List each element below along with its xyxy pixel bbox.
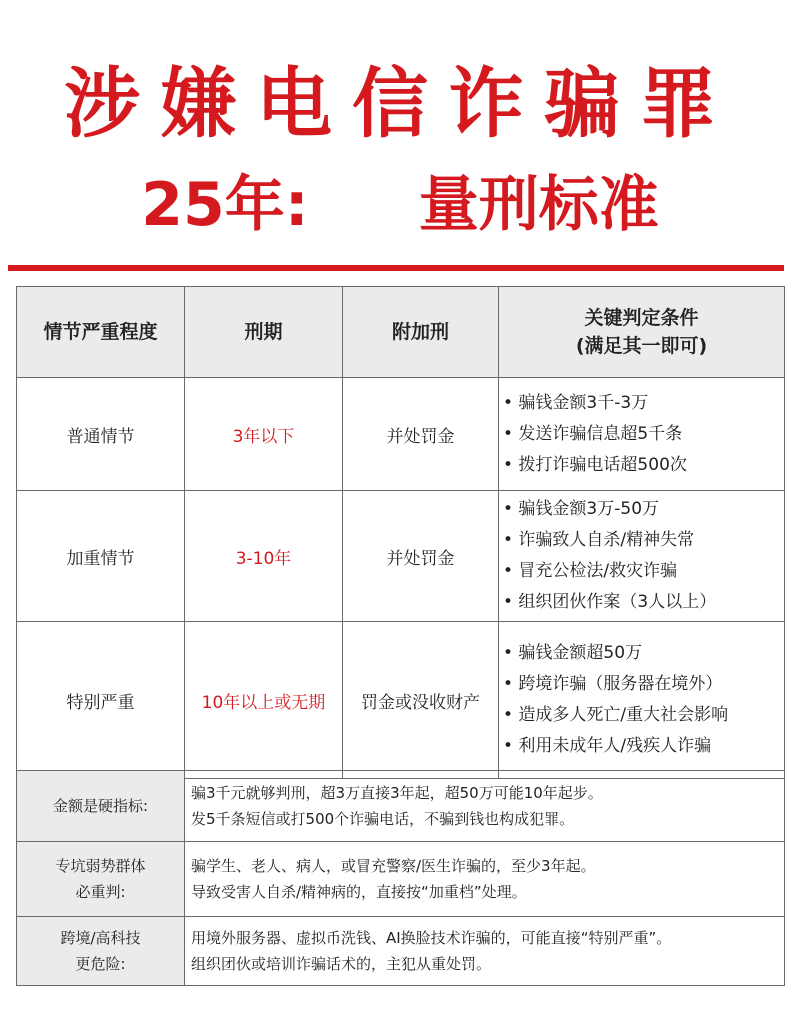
table-row [17, 491, 785, 622]
page-title: 涉嫌电信诈骗罪 [64, 59, 736, 148]
cell-severity: 普通情节 [17, 378, 185, 491]
header-term: 刑期 [185, 287, 343, 378]
note-label-line: 跨境/高科技 [60, 929, 141, 947]
note-row [17, 771, 785, 842]
cell-severity: 加重情节 [17, 491, 185, 622]
condition-item: • 造成多人死亡/重大社会影响 [503, 705, 729, 725]
cell-conditions [499, 491, 785, 622]
note-line: 用境外服务器、虚拟币洗钱、AI换脸技术诈骗的，可能直接“特别严重”。 [191, 929, 672, 947]
condition-item: • 跨境诈骗（服务器在境外） [503, 674, 723, 694]
note-label [17, 771, 185, 842]
note-body [185, 771, 785, 842]
note-line: 导致受害人自杀/精神病的，直接按“加重档”处理。 [191, 883, 527, 901]
note-line: 发5千条短信或打500个诈骗电话，不骗到钱也构成犯罪。 [191, 810, 575, 828]
condition-item: • 骗钱金额3千-3万 [503, 392, 649, 413]
condition-item: • 拨打诈骗电话超500次 [503, 454, 687, 475]
title-divider [8, 265, 784, 271]
note-line: 骗3千元就够判刑，超3万直接3年起，超50万可能10年起步。 [191, 784, 603, 802]
note-label-line: 必重判: [75, 883, 126, 901]
cell-extra-penalty: 并处罚金 [343, 491, 499, 622]
note-body [185, 917, 785, 986]
note-body [185, 842, 785, 917]
cell-severity: 特别严重 [17, 622, 185, 779]
condition-item: • 骗钱金额3万-50万 [503, 499, 660, 519]
note-label-line: 更危险: [75, 955, 126, 973]
cell-term: 10年以上或无期 [185, 622, 343, 779]
cell-term: 3年以下 [185, 378, 343, 491]
header-severity: 情节严重程度 [17, 287, 185, 378]
note-row [17, 917, 785, 986]
cell-extra-penalty: 罚金或没收财产 [343, 622, 499, 779]
cell-term: 3-10年 [185, 491, 343, 622]
header-conditions-line1: 关键判定条件 [584, 307, 699, 329]
note-line: 骗学生、老人、病人，或冒充警察/医生诈骗的，至少3年起。 [191, 857, 596, 875]
condition-item: • 组织团伙作案（3人以上） [503, 592, 717, 612]
table-row [17, 622, 785, 779]
condition-item: • 冒充公检法/救灾诈骗 [503, 561, 678, 581]
subtitle-year: 25年: [141, 170, 309, 240]
note-label [17, 917, 185, 986]
notes-table [16, 770, 785, 986]
note-label [17, 842, 185, 917]
header-extra-penalty: 附加刑 [343, 287, 499, 378]
condition-item: • 骗钱金额超50万 [503, 643, 643, 663]
condition-item: • 诈骗致人自杀/精神失常 [503, 530, 695, 550]
note-line: 组织团伙或培训诈骗话术的，主犯从重处罚。 [191, 955, 492, 973]
cell-conditions [499, 378, 785, 491]
note-label-line: 金额是硬指标: [52, 797, 149, 815]
note-label-line: 专坑弱势群体 [55, 857, 146, 875]
note-row [17, 842, 785, 917]
header-conditions-line2: (满足其一即可) [575, 335, 708, 357]
table-header-row [17, 287, 785, 378]
page-subtitle [0, 170, 800, 240]
header-conditions [499, 287, 785, 378]
cell-conditions [499, 622, 785, 779]
condition-item: • 利用未成年人/残疾人诈骗 [503, 736, 712, 756]
subtitle-text: 量刑标准 [418, 170, 659, 240]
cell-extra-penalty: 并处罚金 [343, 378, 499, 491]
table-row [17, 378, 785, 491]
sentencing-table [16, 286, 785, 779]
condition-item: • 发送诈骗信息超5千条 [503, 423, 683, 444]
